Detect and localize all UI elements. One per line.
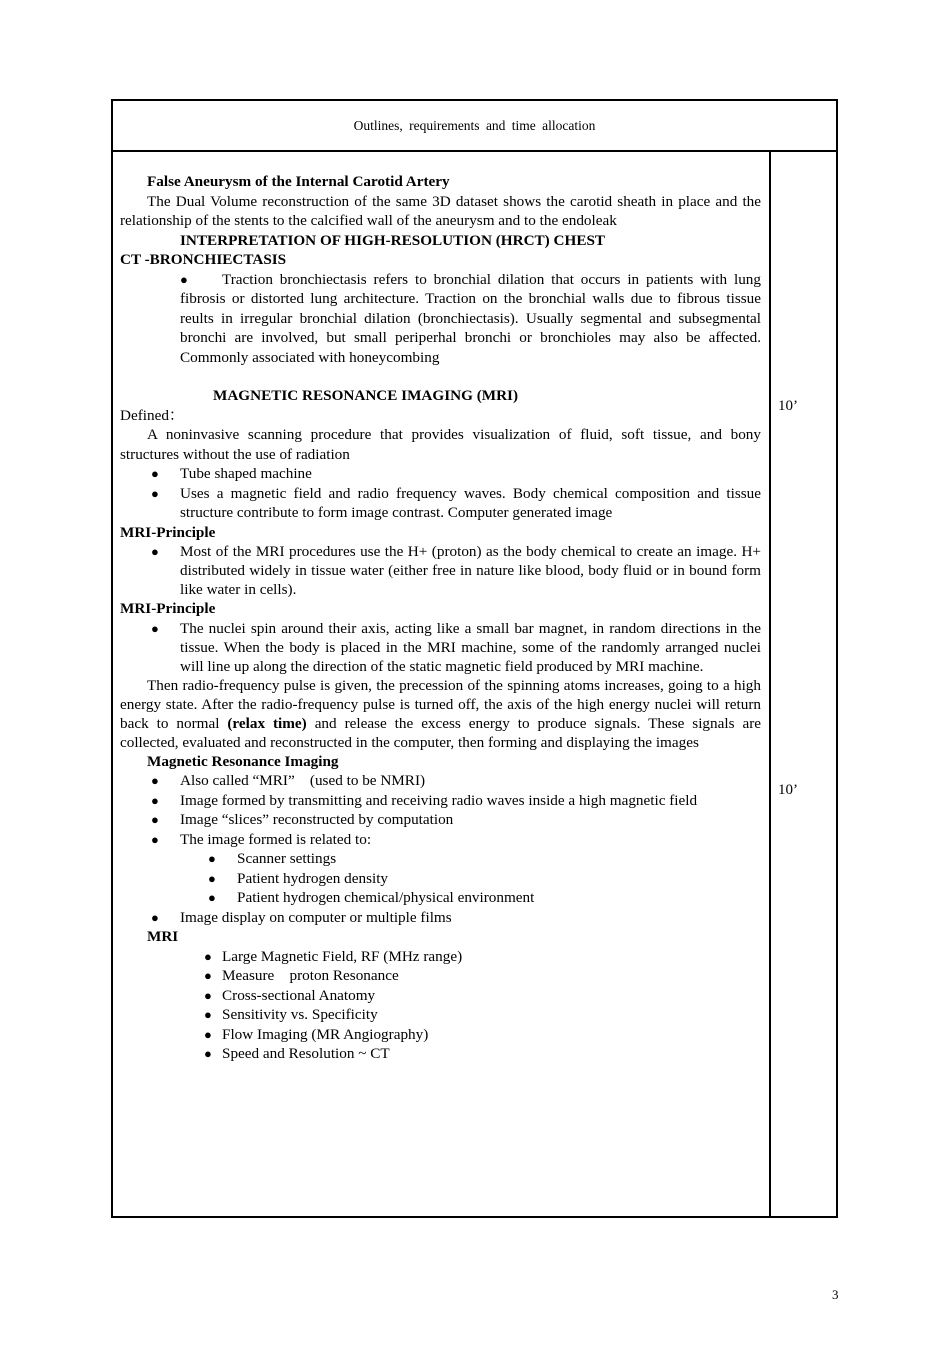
defined-paragraph: A noninvasive scanning procedure that provides visualization of fluid, soft tissue, and bony structures without the use of radiation (120, 426, 761, 463)
time-allocation-1: 10’ (778, 398, 798, 414)
table-header (113, 101, 836, 152)
mri-bullet-1: ● Tube shaped machine (151, 465, 312, 482)
mri-imaging-bullet-4: ● The image formed is related to: (151, 830, 372, 848)
bullet-icon: ● (204, 1007, 212, 1022)
mri-imaging-bullet-2: ● Image formed by transmitting and receiving radio waves inside a high magnetic field (151, 791, 698, 809)
principle-paragraph: Then radio-frequency pulse is given, the precession of the spinning atoms increases, going to a high energy state. After the radio-frequency pulse is turned off, the axis of the high energy nuclei will return back to normal (relax time) and release the excess energy to produce signals. These signals are collected, evaluated and reconstructed in the computer, then forming and displaying the images (120, 676, 761, 751)
mri-list-item-2: ● Measure proton Resonance (204, 967, 399, 984)
mri-imaging-bullet-3: ● Image “slices” reconstructed by computation (151, 811, 454, 828)
table-header-title: Outlines, requirements and time allocation (353, 117, 596, 133)
bullet-icon: ● (208, 890, 216, 905)
bullet-icon: ● (208, 851, 216, 866)
bullet-icon: ● (151, 909, 159, 925)
section-title-mri: MAGNETIC RESONANCE IMAGING (MRI) (213, 387, 519, 404)
mri-imaging-sub-bullet-2: ● Patient hydrogen density (208, 869, 389, 887)
mri-bullet-2: ● Uses a magnetic field and radio frequency waves. Body chemical composition and tissue structure contribute to form image contrast. Computer generated image (151, 484, 761, 521)
mri-imaging-bullet-5: ● Image display on computer or multiple films (151, 908, 452, 926)
bullet-icon: ● (204, 968, 212, 983)
principle-title-2: MRI-Principle (120, 600, 216, 617)
bullet-icon: ● (151, 773, 159, 788)
section-title-aneurysm: False Aneurysm of the Internal Carotid Artery (147, 173, 450, 190)
mri-list-item-6: ● Speed and Resolution ~ CT (204, 1045, 390, 1062)
bullet-icon: ● (204, 1046, 212, 1061)
outline-table (111, 99, 838, 1218)
principle-bullet-1: ● Most of the MRI procedures use the H+ (proton) as the body chemical to create an image. H+ distributed widely in tissue water (either free in nature like blood, body fluid or in bound form like water in cells). (151, 543, 761, 598)
bronchiectasis-text: Traction bronchiectasis refers to bronchial dilation that occurs in patients with lung fibrosis or distorted lung architecture. Traction on the bronchial walls due to fibrous tissue reults in irregular bronchial dilation (bronchiectasis). Usually segmental and subsegmental bronchi are involved, but small periperhal bronchi or bronchioles may also be affected. Commonly associated with honeycombing (180, 270, 761, 366)
mri-imaging-sub-bullet-1: ● Scanner settings (208, 850, 337, 867)
bronchiectasis-bullet (120, 270, 761, 368)
page-number: 3 (832, 1287, 839, 1302)
outline-content (120, 172, 761, 1064)
bullet-icon: ● (204, 948, 212, 964)
bullet-icon: ● (151, 466, 159, 481)
mri-list-item-1: ● Large Magnetic Field, RF (MHz range) (204, 947, 463, 965)
column-divider (769, 150, 771, 1216)
mri-list-item-4: ● Sensitivity vs. Specificity (204, 1006, 378, 1023)
aneurysm-paragraph: The Dual Volume reconstruction of the same 3D dataset shows the carotid sheath in place and the relationship of the stents to the calcified wall of the aneurysm and to the endoleak (120, 192, 761, 229)
mri-list-item-3: ● Cross-sectional Anatomy (204, 986, 376, 1004)
principle-title-1: MRI-Principle (120, 523, 216, 541)
mri-list-title: MRI (147, 928, 179, 945)
bullet-icon: ● (204, 987, 212, 1003)
defined-label: Defined： (120, 406, 185, 424)
section-subtitle-bronchiectasis: CT -BRONCHIECTASIS (120, 251, 287, 268)
mri-list-item-5: ● Flow Imaging (MR Angiography) (204, 1025, 429, 1043)
bullet-icon: ● (208, 870, 216, 886)
bullet-icon: ● (151, 831, 159, 847)
mri-imaging-title: Magnetic Resonance Imaging (147, 752, 339, 770)
bullet-icon: ● (151, 792, 159, 808)
bullet-icon: ● (151, 485, 159, 501)
bullet-icon: ● (180, 271, 188, 287)
mri-imaging-bullet-1: ● Also called “MRI” (used to be NMRI) (151, 772, 426, 789)
bullet-icon: ● (151, 544, 159, 559)
principle-bullet-2: ● The nuclei spin around their axis, acting like a small bar magnet, in random directions in the tissue. When the body is placed in the MRI machine, some of the randomly arranged nuclei will line up along the direction of the static magnetic field produced by MRI machine. (151, 619, 761, 675)
bullet-icon: ● (151, 812, 159, 827)
bullet-icon: ● (151, 620, 159, 636)
mri-imaging-sub-bullet-3: ● Patient hydrogen chemical/physical environment (208, 889, 535, 906)
bullet-icon: ● (204, 1026, 212, 1042)
section-title-hrct: INTERPRETATION OF HIGH-RESOLUTION (HRCT) CHEST (180, 231, 606, 249)
time-allocation-2: 10’ (778, 782, 798, 798)
